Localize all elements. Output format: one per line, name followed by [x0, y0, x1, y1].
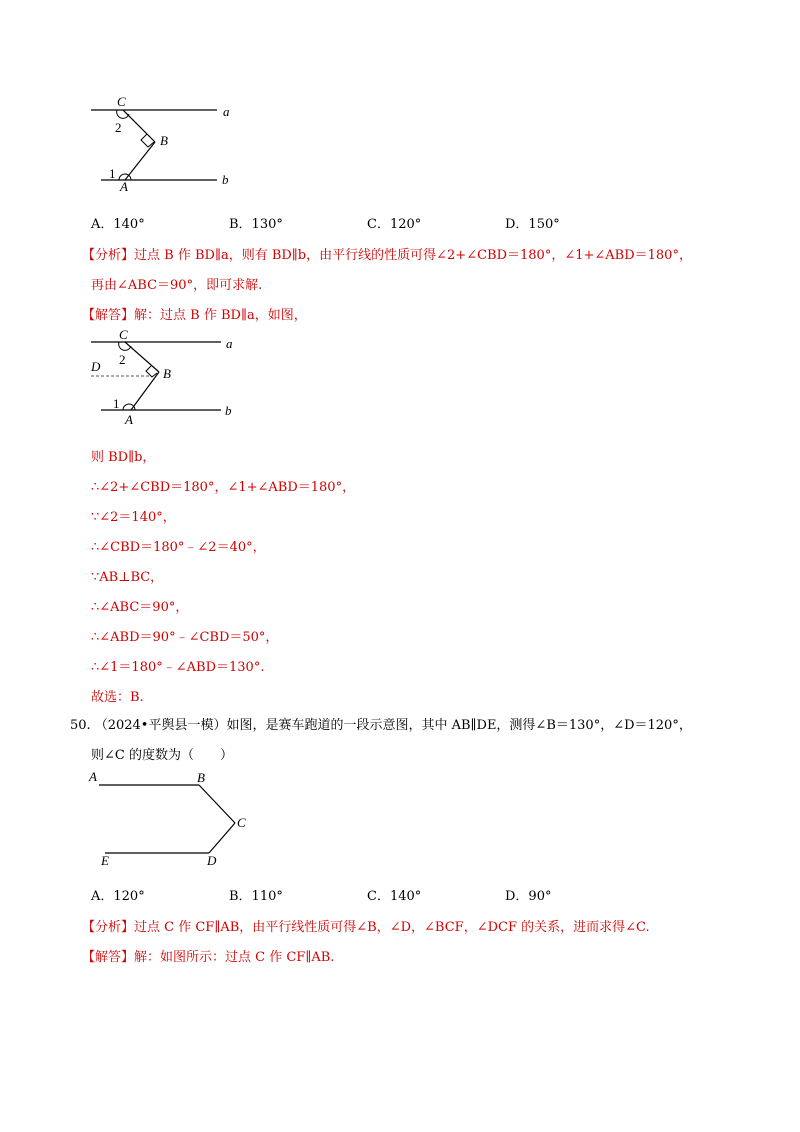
label-1: 1 — [113, 396, 120, 411]
step-4: ∴∠CBD＝180°﹣∠2＝40°， — [91, 540, 266, 555]
option-d: D．150° — [505, 217, 560, 232]
label-2: 2 — [115, 120, 122, 135]
option-a: A．140° — [91, 217, 145, 232]
choice-line: 故选：B. — [91, 690, 144, 705]
label-c: C — [119, 327, 128, 342]
label-2: 2 — [119, 352, 126, 367]
segment-ba — [131, 372, 159, 410]
q50-answer-text: 解：如图所示：过点 C 作 CF∥AB. — [134, 950, 335, 965]
analysis-text-1: 过点 B 作 BD∥a，则有 BD∥b，由平行线的性质可得∠2+∠CBD＝180°，∠1+∠ABD＝180°， — [134, 248, 692, 263]
figure-1 — [85, 92, 245, 192]
step-3: ∵∠2＝140°， — [91, 510, 176, 525]
label-d: D — [91, 359, 101, 374]
right-angle-mark — [146, 366, 157, 377]
label-line-a: a — [226, 336, 233, 351]
label-line-a: a — [223, 104, 230, 119]
q50-answer-tag: 【解答】 — [82, 950, 135, 965]
question-50-stem-line-2: 则∠C 的度数为（ ） — [91, 748, 233, 763]
q50-analysis-tag: 【分析】 — [82, 920, 135, 935]
segment-cb — [123, 110, 155, 142]
label-c: C — [237, 815, 246, 830]
step-7: ∴∠ABD＝90°﹣∠CBD＝50°， — [91, 630, 279, 645]
label-a: A — [120, 179, 128, 192]
step-1: 则 BD∥b， — [91, 450, 156, 465]
question-stem-text: （2024•平舆县一模）如图，是赛车跑道的一段示意图，其中 AB∥DE，测得∠B＝130°，∠D＝120°， — [94, 718, 692, 733]
option-b: B．130° — [229, 217, 283, 232]
label-d: D — [207, 853, 217, 868]
analysis-line-2: 再由∠ABC＝90°，即可求解. — [91, 278, 263, 293]
label-1: 1 — [109, 166, 116, 181]
q50-answer-line — [82, 946, 334, 965]
q50-analysis-text: 过点 C 作 CF∥AB，由平行线性质可得∠B，∠D，∠BCF，∠DCF 的关系，进而求得∠C. — [134, 920, 650, 935]
answer-text-1: 解：过点 B 作 BD∥a，如图， — [134, 308, 307, 323]
q50-option-d: D．90° — [505, 889, 552, 904]
label-line-b: b — [222, 172, 229, 187]
label-a: A — [89, 769, 97, 784]
segment-ba — [125, 142, 155, 180]
step-8: ∴∠1＝180°﹣∠ABD＝130°. — [91, 660, 265, 675]
label-b: B — [197, 770, 205, 785]
label-e: E — [101, 853, 109, 868]
label-a: A — [125, 412, 133, 427]
question-50-stem-line-1 — [70, 714, 692, 733]
segment-cd — [209, 823, 235, 853]
analysis-tag: 【分析】 — [82, 248, 135, 263]
figure-3 — [85, 765, 265, 870]
segment-bc — [199, 785, 235, 823]
label-b: B — [160, 133, 168, 148]
answer-line-1 — [82, 304, 307, 323]
q50-analysis-line — [82, 916, 650, 935]
option-c: C．120° — [367, 217, 422, 232]
step-6: ∴∠ABC＝90°， — [91, 600, 189, 615]
label-c: C — [117, 94, 126, 109]
answer-tag: 【解答】 — [82, 308, 135, 323]
q50-option-b: B．110° — [229, 889, 283, 904]
analysis-line-1 — [82, 244, 692, 263]
q50-option-c: C．140° — [367, 889, 422, 904]
step-5: ∵AB⊥BC， — [91, 570, 164, 585]
question-number: 50. — [70, 718, 91, 733]
label-line-b: b — [225, 403, 232, 418]
segment-cb — [125, 342, 159, 372]
q50-option-a: A．120° — [91, 889, 145, 904]
label-b: B — [163, 366, 171, 381]
step-2: ∴∠2+∠CBD＝180°，∠1+∠ABD＝180°， — [91, 480, 356, 495]
figure-2 — [85, 326, 265, 431]
